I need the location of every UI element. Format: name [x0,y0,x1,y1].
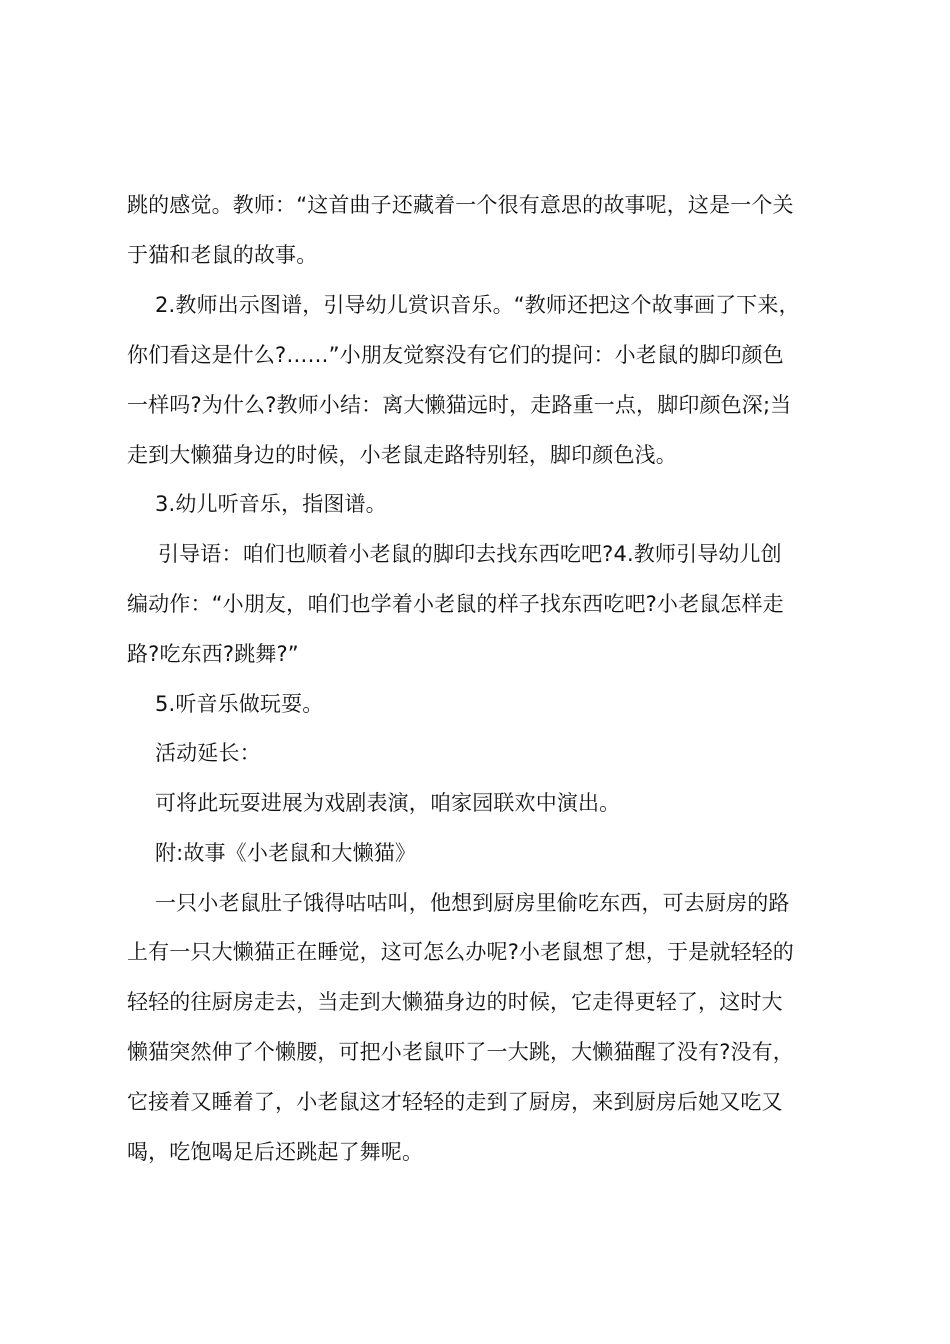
text-line: 2.教师出示图谱，引导幼儿赏识音乐。“教师还把这个故事画了下来， [155,293,800,317]
text-line: 上有一只大懒猫正在睡觉，这可怎么办呢?小老鼠想了想，于是就轻轻的 [127,940,794,964]
text-line: 它接着又睡着了，小老鼠这才轻轻的走到了厨房，来到厨房后她又吃又 [127,1090,783,1114]
text-line: 3.幼儿听音乐，指图谱。 [155,492,387,516]
text-line: 5.听音乐做玩耍。 [155,692,324,716]
text-line: 活动延长： [155,741,261,765]
text-line: 一样吗?为什么?教师小结：离大懒猫远时，走路重一点，脚印颜色深;当 [127,393,792,417]
text-line: 引导语：咱们也顺着小老鼠的脚印去找东西吃吧?4.教师引导幼儿创 [158,542,782,566]
text-line: 懒猫突然伸了个懒腰，可把小老鼠吓了一大跳，大懒猫醒了没有?没有， [127,1040,794,1064]
text-line: 可将此玩耍进展为戏剧表演，咱家园联欢中演出。 [155,791,621,815]
text-line: 喝，吃饱喝足后还跳起了舞呢。 [127,1140,424,1164]
text-line: 于猫和老鼠的故事。 [127,243,318,267]
text-line: 你们看这是什么?……”小朋友觉察没有它们的提问：小老鼠的脚印颜色 [127,343,784,367]
text-line: 一只小老鼠肚子饿得咕咕叫，他想到厨房里偷吃东西，可去厨房的路 [155,891,790,915]
text-line: 编动作：“小朋友，咱们也学着小老鼠的样子找东西吃吧?小老鼠怎样走 [127,592,784,616]
text-line: 轻轻的往厨房走去，当走到大懒猫身边的时候，它走得更轻了，这时大 [127,990,783,1014]
text-line: 跳的感觉。教师：“这首曲子还藏着一个很有意思的故事呢，这是一个关 [127,193,794,217]
text-line: 路?吃东西?跳舞?” [127,642,299,666]
text-line: 附:故事《小老鼠和大懒猫》 [155,841,417,865]
text-line: 走到大懒猫身边的时候，小老鼠走路特别轻，脚印颜色浅。 [127,443,677,467]
